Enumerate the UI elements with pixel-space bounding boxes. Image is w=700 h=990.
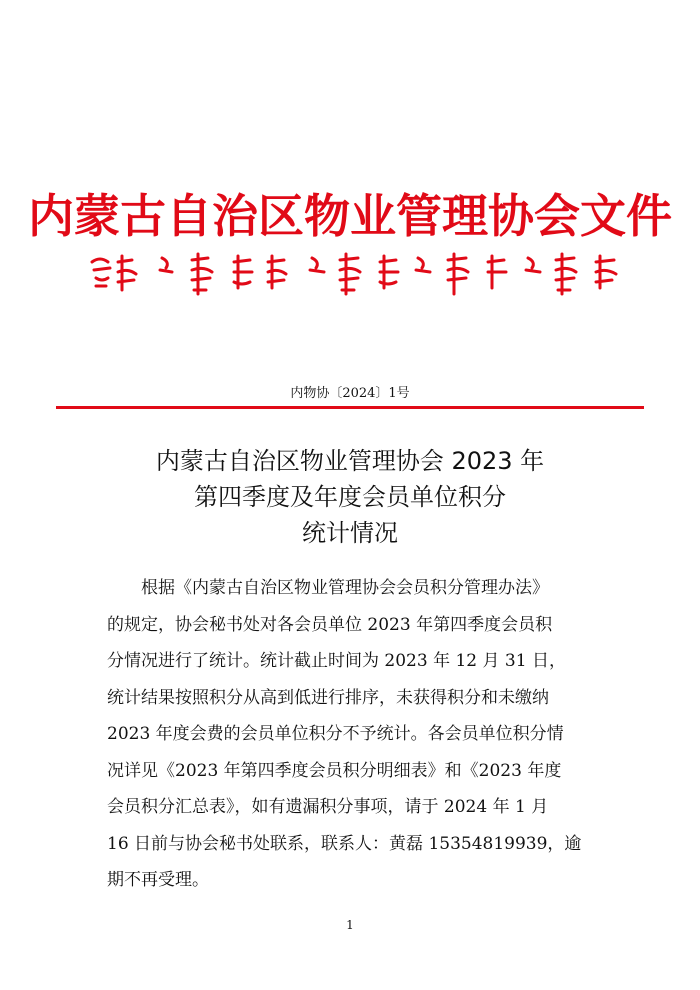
page-number: 1: [346, 918, 354, 932]
body-paragraph: [107, 570, 595, 899]
body-line: 2023 年度会费的会员单位积分不予统计。各会员单位积分情: [107, 724, 564, 744]
document-title-line-2: 第四季度及年度会员单位积分: [194, 483, 506, 511]
mongolian-script-title: [88, 248, 620, 300]
document-title-line-1: 内蒙古自治区物业管理协会 2023 年: [155, 447, 545, 475]
document-number: 内物协〔2024〕1号: [290, 386, 410, 401]
body-line: 期不再受理。: [107, 870, 209, 890]
body-line: 会员积分汇总表》，如有遗漏积分事项，请于 2024 年 1 月: [107, 797, 549, 817]
document-title-line-3: 统计情况: [302, 519, 398, 547]
body-line: 况详见《2023 年第四季度会员积分明细表》和《2023 年度: [107, 760, 562, 781]
body-line: 分情况进行了统计。统计截止时间为 2023 年 12 月 31 日，: [107, 651, 566, 671]
body-line: 根据《内蒙古自治区物业管理协会会员积分管理办法》: [141, 578, 549, 598]
document-title: [0, 443, 700, 551]
body-line: 16 日前与协会秘书处联系，联系人：黄磊 15354819939，逾: [107, 833, 582, 854]
body-line: 统计结果按照积分从高到低进行排序，未获得积分和未缴纳: [107, 687, 549, 708]
body-line: 的规定，协会秘书处对各会员单位 2023 年第四季度会员积: [107, 614, 553, 635]
header-title: 内蒙古自治区物业管理协会文件: [28, 189, 672, 243]
red-divider-line: [56, 406, 644, 409]
